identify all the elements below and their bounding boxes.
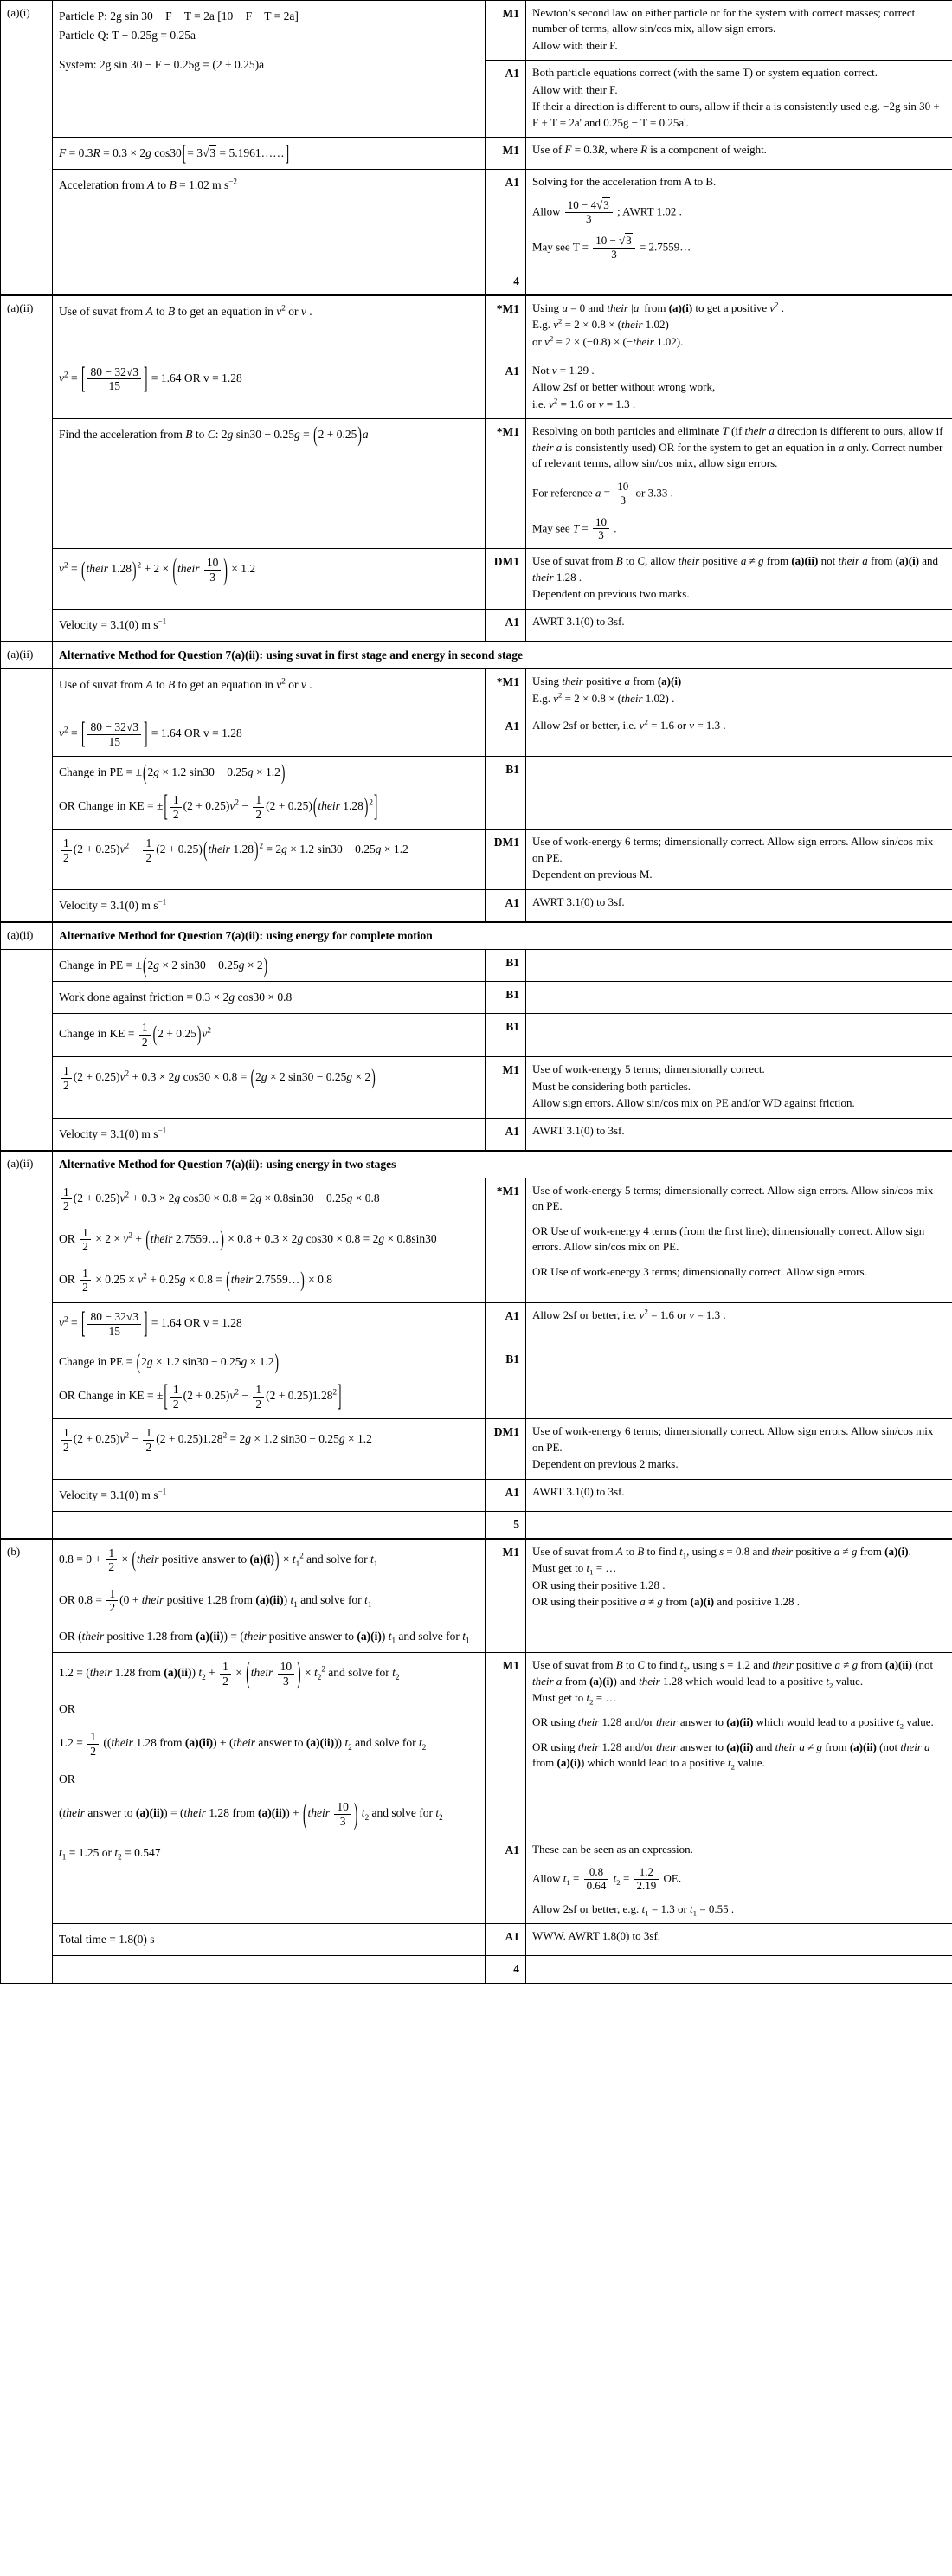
mark-code: A1 bbox=[486, 170, 526, 268]
table-row bbox=[1, 419, 952, 549]
note-text: Allow 2sf or better without wrong work, bbox=[532, 380, 716, 394]
note-text: Both particle equations correct (with the same T) or system equation correct. bbox=[532, 66, 878, 80]
note-text: Allow 2sf or better, i.e. $v^2 = 1.6$ or v = 1.3 . bbox=[532, 1307, 726, 1321]
table-row bbox=[1, 549, 952, 609]
notes-cell bbox=[526, 1539, 952, 1653]
note-text: Use of work-energy 6 terms; dimensionally correct. Allow sign errors. Allow sin/cos mix on PE. bbox=[532, 835, 934, 864]
notes-cell: AWRT 3.1(0) to 3sf. bbox=[526, 1479, 952, 1511]
equation-work-friction: Work done against friction = 0.3 × 2g cos30 × 0.8 bbox=[59, 991, 293, 1004]
working-cell bbox=[53, 549, 486, 609]
equation-energy-alt-a: OR $\frac{1}{2}$ × $2 \times v^2$ + (their 2.7559…) × 0.8 + 0.3 × 2g cos30 × 0.8 = 2g × 0.8sin30 bbox=[59, 1225, 437, 1254]
note-text: Resolving on both particles and eliminate T (if their a direction is different to ours, allow if their a is consistently used) OR for the system to get an equation in a only. Correct number of relevant terms, allow sin/cos mix, allow sign errors. bbox=[532, 424, 943, 470]
working-cell bbox=[53, 713, 486, 756]
table-row bbox=[1, 1346, 952, 1419]
notes-cell-empty bbox=[526, 1956, 952, 1983]
equation-change-in-ke: OR Change in KE = ±[ $\frac{1}{2}$ $(2 + 0.25)v^2$ − $\frac{1}{2}$ (2 + 0.25)(their 1.28)$^2$] bbox=[59, 789, 378, 823]
part-label: (a)(ii) bbox=[1, 295, 53, 642]
marks-total: 5 bbox=[486, 1511, 526, 1539]
equation-change-in-pe: Change in PE = (2g × 1.2 sin30 − 0.25g × 1.2) bbox=[59, 1349, 279, 1374]
table-row bbox=[1, 1118, 952, 1151]
note-text: E.g. $v^2 = 2 \times 0.8$ × (their 1.02) . bbox=[532, 690, 675, 705]
mark-code: A1 bbox=[486, 61, 526, 138]
mark-code: M1 bbox=[486, 1653, 526, 1837]
mark-code: A1 bbox=[486, 1302, 526, 1346]
notes-cell bbox=[526, 830, 952, 889]
equation-suvat-bc: $v^2$ = (their 1.28)$^2$ + 2 × (their $\frac{10}{3}$ ) × 1.2 bbox=[59, 552, 256, 586]
mark-code: M1 bbox=[486, 1057, 526, 1118]
working-cell bbox=[53, 1178, 486, 1302]
working-cell bbox=[53, 1, 486, 138]
answer-velocity: Velocity = 3.1(0) m $s^{-1}$ bbox=[59, 897, 167, 912]
mark-code: A1 bbox=[486, 889, 526, 922]
or-label: OR bbox=[59, 1702, 75, 1716]
table-row bbox=[1, 713, 952, 756]
working-cell bbox=[53, 1118, 486, 1151]
answer-velocity: Velocity = 3.1(0) m $s^{-1}$ bbox=[59, 1126, 167, 1140]
or-label: OR bbox=[59, 1772, 75, 1786]
note-text: OR using their 1.28 and/or their answer to (a)(ii) and their a ≠ g from (a)(ii) (not their a from (a)(i)) which would lead to a positive $t_2$ value. bbox=[532, 1740, 930, 1772]
note-text: Use of suvat from B to C, allow their positive a ≠ g from (a)(ii) not their a from (a)(i) and their 1.28 . bbox=[532, 554, 939, 584]
working-cell bbox=[53, 170, 486, 268]
working-cell bbox=[53, 889, 486, 922]
table-row bbox=[1, 1837, 952, 1924]
note-text: Use of suvat from B to C to find $t_2$, using s = 1.2 and their positive a ≠ g from (a)(ii) (not their a from (a)(i)) and their 1.28 which would lead to a positive $t_2$ value. bbox=[532, 1658, 934, 1690]
note-text-fraction: May see T = $\frac{10 - √3}{3}$ = 2.7559… bbox=[532, 233, 691, 261]
equation-system: System: 2g sin 30 − F − 0.25g = (2 + 0.25)a bbox=[59, 58, 265, 72]
working-cell bbox=[53, 1057, 486, 1118]
equation-t1-c: OR (their positive 1.28 from (a)(ii)) = (their positive answer to (a)(i)) $t_1$ and solve for $t_1$ bbox=[59, 1629, 470, 1645]
mark-code: A1 bbox=[486, 1924, 526, 1956]
mark-code: DM1 bbox=[486, 549, 526, 609]
notes-cell-empty bbox=[526, 268, 952, 295]
note-text: OR Use of work-energy 3 terms; dimensionally correct. Allow sign errors. bbox=[532, 1264, 867, 1278]
note-text: Use of work-energy 6 terms; dimensionally correct. Allow sign errors. Allow sin/cos mix on PE. bbox=[532, 1424, 934, 1454]
working-cell bbox=[53, 419, 486, 549]
notes-cell bbox=[526, 1837, 952, 1924]
mark-code: B1 bbox=[486, 1346, 526, 1419]
answer-velocity: Velocity = 3.1(0) m $s^{-1}$ bbox=[59, 617, 167, 631]
notes-cell bbox=[526, 358, 952, 418]
table-row bbox=[1, 170, 952, 268]
mark-code: A1 bbox=[486, 1837, 526, 1924]
table-row bbox=[1, 830, 952, 889]
mark-code: DM1 bbox=[486, 1419, 526, 1479]
instruction-text: Use of suvat from A to B to get an equation in $v^2$ or v . bbox=[59, 303, 312, 318]
notes-cell bbox=[526, 61, 952, 138]
part-label: (a)(ii) bbox=[1, 922, 53, 950]
note-text: E.g. $v^2 = 2 \times 0.8$ × (their 1.02) bbox=[532, 316, 669, 332]
working-cell bbox=[53, 757, 486, 830]
part-label-empty bbox=[1, 1178, 53, 1538]
notes-cell-empty bbox=[526, 949, 952, 981]
mark-code: B1 bbox=[486, 757, 526, 830]
equation-change-in-pe: Change in PE = ±(2g × 1.2 sin30 − 0.25g × 1.2) bbox=[59, 759, 286, 784]
working-cell bbox=[53, 830, 486, 889]
mark-code: B1 bbox=[486, 982, 526, 1014]
note-text: i.e. $v^2 = 1.6$ or v = 1.3 . bbox=[532, 396, 636, 410]
notes-cell: AWRT 3.1(0) to 3sf. bbox=[526, 609, 952, 642]
mark-code: *M1 bbox=[486, 419, 526, 549]
equation-work-energy: $\frac{1}{2}$ $(2 + 0.25)v^2$ − $\frac{1}{2}$ $(2 + 0.25)1.28^2 = 2g \times 1.2$ sin30 − 0.25g × 1.2 bbox=[59, 1426, 479, 1454]
note-text: Using their positive a from (a)(i) bbox=[532, 675, 682, 688]
equation-v-squared: $v^2$ = [ $\frac{80 - 32√3}{15}$ ] = 1.64 OR v = 1.28 bbox=[59, 1305, 242, 1340]
note-text: OR using their positive 1.28 . bbox=[532, 1578, 666, 1591]
mark-code: M1 bbox=[486, 1539, 526, 1653]
equation-t2-a: 1.2 = (their 1.28 from (a)(ii)) $t_2$ + $\frac{1}{2}$ × (their $\frac{10}{3}$ ) × $t_2^2$ and solve for $t_2$ bbox=[59, 1656, 400, 1690]
notes-cell: AWRT 3.1(0) to 3sf. bbox=[526, 889, 952, 922]
note-text: Must get to $t_1$ = … bbox=[532, 1561, 617, 1577]
note-text: Allow 2sf or better, i.e. $v^2 = 1.6$ or v = 1.3 . bbox=[532, 717, 726, 732]
working-cell bbox=[53, 1346, 486, 1419]
note-text: OR using their positive a ≠ g from (a)(i) and positive 1.28 . bbox=[532, 1595, 801, 1609]
part-label: (a)(ii) bbox=[1, 1151, 53, 1178]
table-row bbox=[1, 669, 952, 713]
equation-energy-stage1: $\frac{1}{2}$ $(2 + 0.25)v^2 + 0.3 \times 2g$ cos30 × 0.8 = 2g × 0.8sin30 − 0.25g × 0.8 bbox=[59, 1185, 479, 1213]
notes-cell bbox=[526, 1, 952, 61]
equation-v-squared: $v^2$ = [ $\frac{80 - 32√3}{15}$ ] = 1.64 OR v = 1.28 bbox=[59, 360, 242, 395]
table-row-total bbox=[1, 1956, 952, 1983]
table-row bbox=[1, 1014, 952, 1057]
working-cell bbox=[53, 295, 486, 358]
alt-method-header: Alternative Method for Question 7(a)(ii): using energy in two stages bbox=[53, 1151, 952, 1178]
notes-cell: WWW. AWRT 1.8(0) to 3sf. bbox=[526, 1924, 952, 1956]
part-label-empty bbox=[1, 669, 53, 922]
working-cell-empty bbox=[53, 268, 486, 295]
table-row bbox=[1, 1539, 952, 1653]
part-label-empty bbox=[1, 949, 53, 1150]
mark-code: *M1 bbox=[486, 295, 526, 358]
marks-total: 4 bbox=[486, 1956, 526, 1983]
table-row bbox=[1, 982, 952, 1014]
note-text: Must get to $t_2$ = … bbox=[532, 1691, 617, 1707]
notes-cell bbox=[526, 170, 952, 268]
working-cell bbox=[53, 1014, 486, 1057]
table-row-total bbox=[1, 268, 952, 295]
working-cell bbox=[53, 358, 486, 418]
notes-cell bbox=[526, 1178, 952, 1302]
note-text: Allow 2sf or better, e.g. $t_1 = 1.3$ or $t_1 = 0.55$ . bbox=[532, 1901, 735, 1918]
mark-code: A1 bbox=[486, 713, 526, 756]
working-cell bbox=[53, 1302, 486, 1346]
mark-code: B1 bbox=[486, 1014, 526, 1057]
part-label: (a)(ii) bbox=[1, 642, 53, 669]
note-text: or $v^2 = 2 \times (-0.8)$ × (−their 1.02). bbox=[532, 333, 684, 348]
note-text: Dependent on previous 2 marks. bbox=[532, 1457, 679, 1471]
table-row bbox=[1, 949, 952, 981]
note-text: Solving for the acceleration from A to B. bbox=[532, 175, 717, 189]
part-label: (b) bbox=[1, 1539, 53, 1983]
equation-t2-b: 1.2 = $\frac{1}{2}$ ((their 1.28 from (a)(ii)) + (their answer to (a)(ii))) $t_2$ and solve for $t_2$ bbox=[59, 1730, 427, 1758]
equation-acceleration-bc: Find the acceleration from B to C: 2g sin30 − 0.25g = (2 + 0.25)a bbox=[59, 422, 369, 447]
note-text: Use of work-energy 5 terms; dimensionally correct. bbox=[532, 1062, 765, 1076]
answer-velocity: Velocity = 3.1(0) m $s^{-1}$ bbox=[59, 1487, 167, 1501]
mark-code: M1 bbox=[486, 1, 526, 61]
working-cell bbox=[53, 1653, 486, 1837]
note-text: Allow sign errors. Allow sin/cos mix on PE and/or WD against friction. bbox=[532, 1096, 855, 1110]
table-row-total bbox=[1, 1511, 952, 1539]
notes-cell bbox=[526, 669, 952, 713]
note-text: Use of F = 0.3R, where R is a component of weight. bbox=[532, 143, 767, 157]
notes-cell bbox=[526, 549, 952, 609]
note-text: These can be seen as an expression. bbox=[532, 1842, 693, 1856]
answer-times: $t_1 = 1.25$ or $t_2 = 0.547$ bbox=[59, 1845, 161, 1862]
mark-code: A1 bbox=[486, 609, 526, 642]
note-text: Newton’s second law on either particle or for the system with correct masses; correct number of terms, allow sin/cos mix, allow sign errors. bbox=[532, 6, 916, 36]
equation-particle-q: Particle Q: T − 0.25g = 0.25a bbox=[59, 29, 196, 42]
note-text: Allow with their F. bbox=[532, 38, 618, 52]
equation-t1-a: 0.8 = 0 + $\frac{1}{2}$ × (their positive answer to $(a)(i)) \times t_1^2$ and solve for $t_1$ bbox=[59, 1546, 378, 1574]
answer-total-time: Total time = 1.8(0) s bbox=[59, 1933, 155, 1947]
notes-cell-empty bbox=[526, 757, 952, 830]
notes-cell bbox=[526, 1419, 952, 1479]
table-row bbox=[1, 1, 952, 61]
notes-cell-empty bbox=[526, 1014, 952, 1057]
notes-cell bbox=[526, 419, 952, 549]
table-row bbox=[1, 295, 952, 358]
working-cell bbox=[53, 1924, 486, 1956]
table-row-alt-header bbox=[1, 642, 952, 669]
working-cell-empty bbox=[53, 1511, 486, 1539]
working-cell bbox=[53, 1419, 486, 1479]
working-cell-empty bbox=[53, 1956, 486, 1983]
note-text: If their a direction is different to ours, allow if their a is consistently used e.g. −2g sin 30 + F + T = 2a' and 0.25g − T = 0.25a'. bbox=[532, 100, 940, 129]
notes-cell bbox=[526, 1302, 952, 1346]
note-text: Use of suvat from A to B to find $t_1$, using s = 0.8 and their positive a ≠ g from (a)(i). bbox=[532, 1544, 911, 1560]
equation-change-in-ke: Change in KE = $\frac{1}{2}$ $(2 + 0.25)v^2$ bbox=[59, 1021, 211, 1049]
working-cell bbox=[53, 1539, 486, 1653]
note-text: Allow with their F. bbox=[532, 82, 618, 96]
equation-particle-p: Particle P: 2g sin 30 − F − T = 2a [10 − F − T = 2a] bbox=[59, 10, 299, 23]
notes-cell-empty bbox=[526, 1511, 952, 1539]
working-cell bbox=[53, 609, 486, 642]
mark-code: *M1 bbox=[486, 669, 526, 713]
mark-code: DM1 bbox=[486, 830, 526, 889]
equation-change-in-ke: OR Change in KE = ±[ $\frac{1}{2}$ $(2 + 0.25)v^2$ − $\frac{1}{2}$ $(2 + 0.25)1.28^2$] bbox=[59, 1378, 342, 1413]
mark-code: M1 bbox=[486, 138, 526, 170]
table-row bbox=[1, 609, 952, 642]
working-cell bbox=[53, 669, 486, 713]
marks-total: 4 bbox=[486, 268, 526, 295]
alt-method-header: Alternative Method for Question 7(a)(ii): using energy for complete motion bbox=[53, 922, 952, 950]
table-row bbox=[1, 358, 952, 418]
part-label: (a)(i) bbox=[1, 1, 53, 268]
table-row bbox=[1, 1302, 952, 1346]
note-text: Must be considering both particles. bbox=[532, 1079, 691, 1093]
working-cell bbox=[53, 949, 486, 981]
note-text: Not v = 1.29 . bbox=[532, 363, 595, 377]
equation-acceleration-ab: Acceleration from A to B = 1.02 m $s^{-2}$ bbox=[59, 177, 237, 192]
notes-cell bbox=[526, 138, 952, 170]
note-text-fraction: Allow $\frac{10 - 4√3}{3}$ ; AWRT 1.02 . bbox=[532, 197, 682, 225]
notes-cell bbox=[526, 1057, 952, 1118]
mark-code: A1 bbox=[486, 358, 526, 418]
table-row bbox=[1, 889, 952, 922]
instruction-text: Use of suvat from A to B to get an equation in $v^2$ or v . bbox=[59, 676, 312, 692]
note-text: OR Use of work-energy 4 terms (from the first line); dimensionally correct. Allow sign errors. Allow sin/cos mix on PE. bbox=[532, 1223, 925, 1254]
equation-friction: F = 0.3R = 0.3 × 2g cos30[= 3√3 = 5.1961……] bbox=[59, 140, 290, 165]
table-row bbox=[1, 1479, 952, 1511]
mark-code: B1 bbox=[486, 949, 526, 981]
equation-t2-c: (their answer to (a)(ii)) = (their 1.28 from (a)(ii)) + (their $\frac{10}{3}$ ) $t_2$ and solve for $t_2$ bbox=[59, 1796, 443, 1830]
note-text-fraction: For reference a = $\frac{10}{3}$ or 3.33 . bbox=[532, 479, 673, 507]
mark-code: A1 bbox=[486, 1479, 526, 1511]
notes-cell-empty bbox=[526, 982, 952, 1014]
note-text-fraction: May see T = $\frac{10}{3}$ . bbox=[532, 514, 617, 542]
table-row bbox=[1, 1057, 952, 1118]
equation-t1-b: OR 0.8 = $\frac{1}{2}$ (0 + their positive 1.28 from (a)(ii)) $t_1$ and solve for $t_1$ bbox=[59, 1586, 372, 1615]
note-text: Use of work-energy 5 terms; dimensionally correct. Allow sign errors. Allow sin/cos mix on PE. bbox=[532, 1183, 934, 1213]
table-row bbox=[1, 1178, 952, 1302]
notes-cell-empty bbox=[526, 1346, 952, 1419]
working-cell bbox=[53, 1837, 486, 1924]
notes-cell bbox=[526, 1653, 952, 1837]
table-row bbox=[1, 1653, 952, 1837]
working-cell bbox=[53, 982, 486, 1014]
note-text: Dependent on previous M. bbox=[532, 868, 653, 881]
notes-cell bbox=[526, 713, 952, 756]
equation-v-squared: $v^2$ = [ $\frac{80 - 32√3}{15}$ ] = 1.64 OR v = 1.28 bbox=[59, 715, 242, 750]
notes-cell: AWRT 3.1(0) to 3sf. bbox=[526, 1118, 952, 1151]
working-cell bbox=[53, 1479, 486, 1511]
part-label-empty bbox=[1, 268, 53, 295]
note-text: OR using their 1.28 and/or their answer to (a)(ii) which would lead to a positive $t_2$ value. bbox=[532, 1715, 934, 1732]
notes-cell bbox=[526, 295, 952, 358]
working-cell bbox=[53, 138, 486, 170]
table-row bbox=[1, 757, 952, 830]
table-row bbox=[1, 1419, 952, 1479]
equation-change-in-pe: Change in PE = ±(2g × 2 sin30 − 0.25g × 2) bbox=[59, 952, 268, 978]
mark-code: *M1 bbox=[486, 1178, 526, 1302]
note-text-fraction: Allow $t_1$ = $\frac{0.8}{0.64}$ $t_2$ = $\frac{1.2}{2.19}$ OE. bbox=[532, 1864, 682, 1892]
alt-method-header: Alternative Method for Question 7(a)(ii): using suvat in first stage and energy in second stage bbox=[53, 642, 952, 669]
equation-work-energy: $\frac{1}{2}$ $(2 + 0.25)v^2$ − $\frac{1}{2}$ (2 + 0.25)(their 1.28)$^2$ = 2g × 1.2 sin30 − 0.25g × 1.2 bbox=[59, 836, 479, 864]
note-text: Using u = 0 and their |a| from (a)(i) to get a positive $v^2$ . bbox=[532, 300, 785, 314]
table-row bbox=[1, 138, 952, 170]
table-row-alt-header bbox=[1, 922, 952, 950]
note-text: Dependent on previous two marks. bbox=[532, 587, 690, 601]
table-row-alt-header bbox=[1, 1151, 952, 1178]
table-row bbox=[1, 1924, 952, 1956]
equation-energy-alt-b: OR $\frac{1}{2}$ × $0.25 \times v^2 + 0.25g \times 0.8$ = (their 2.7559…) × 0.8 bbox=[59, 1266, 332, 1294]
equation-work-energy: $\frac{1}{2}$ $(2 + 0.25)v^2 + 0.3 \times 2g$ cos30 × 0.8 = (2g × 2 sin30 − 0.25g × 2) bbox=[59, 1064, 479, 1092]
mark-code: A1 bbox=[486, 1118, 526, 1151]
